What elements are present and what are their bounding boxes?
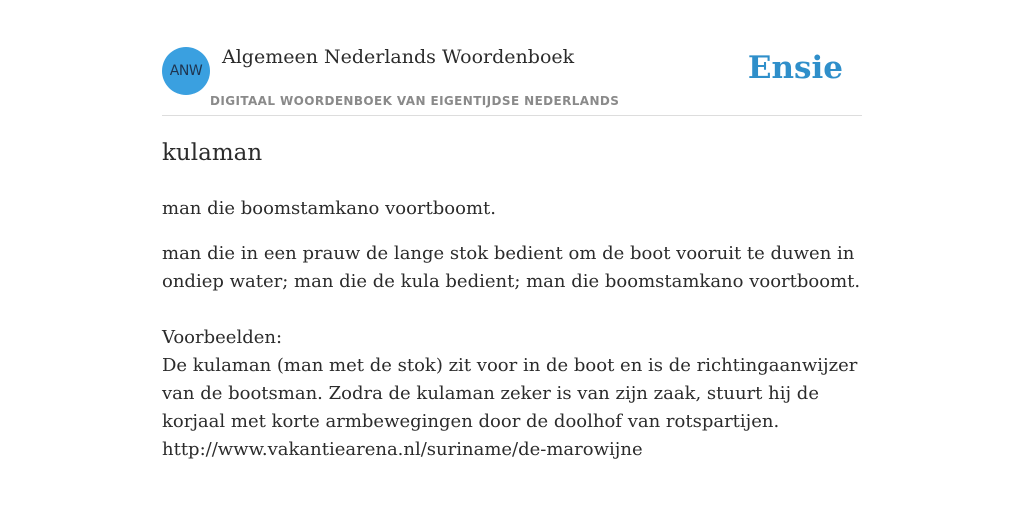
examples-heading: Voorbeelden: — [162, 327, 283, 348]
anw-logo[interactable] — [162, 47, 210, 95]
long-definition: man die in een prauw de lange stok bedient om de boot vooruit te duwen in ondiep water; man die de kula bedient; man die boomstamkano voortboomt. — [162, 243, 861, 292]
page-container — [162, 0, 862, 460]
header — [162, 0, 862, 116]
site-title[interactable]: Algemeen Nederlands Woordenboek — [222, 46, 575, 68]
short-definition: man die boomstamkano voortboomt. — [162, 198, 496, 219]
headword: kulaman — [162, 140, 263, 166]
logo-text: ANW — [169, 63, 203, 79]
site-subtitle: DIGITAAL WOORDENBOEK VAN EIGENTIJDSE NEDERLANDS — [210, 94, 620, 108]
ensie-brand-logo[interactable]: Ensie — [747, 50, 843, 86]
example-text: De kulaman (man met de stok) zit voor in de boot en is de richtingaanwijzer van de bootsman. Zodra de kulaman zeker is van zijn zaak, stuurt hij de korjaal met korte armbewegingen door de doolhof van rotspartijen. — [162, 355, 858, 432]
example-source-link[interactable]: http://www.vakantiearena.nl/suriname/de-marowijne — [162, 439, 643, 460]
